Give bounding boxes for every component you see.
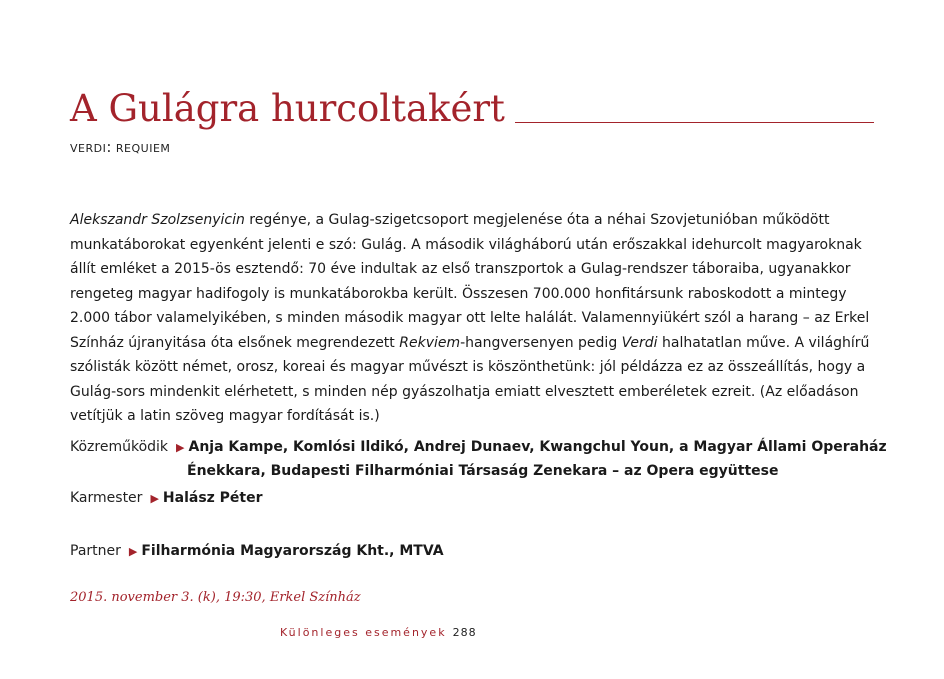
description-part-1: regénye, a Gulag-szigetcsoport megjelenése óta a néhai Szovjetunióban működött munkatáborokat egyenként jelenti e szó: Gulág. A második világháború után erőszakkal idehurcolt magyaroknak állít emléket a 2015-ös esztendő: 70 éve indultak az első transzportok a Gulag-rendszer táboraiba, ugyanakkor rengeteg magyar hadifogoly is munkatáborokba került. Összesen 700.000 honfitársunk raboskodott a mintegy 2.000 tábor valamelyikében, s minden második magyar ott lelte halálát. Valamennyiükért szól a harang – az Erkel Színház újranyitása óta elsőnek megrendezett xyxy=(70,212,870,351)
title-rule xyxy=(515,122,874,123)
performers-label: Közreműködik xyxy=(70,439,169,455)
arrow-right-icon: ▶ xyxy=(128,545,138,558)
description-part-3: halhatatlan műve. A világhírű szólisták között német, orosz, koreai és magyar művészt is köszönthetünk: jól példázza ez az összeállítás, hogy a Gulág-sors mindenkit elérhetett, s minden nép gyászolhatja emiatt elvesztett emberéletek ezreit. (Az előadáson vetítjük a latin szöveg magyar fordítását is.) xyxy=(70,334,870,424)
arrow-right-icon: ▶ xyxy=(176,441,185,454)
performers-value-line2: Énekkara, Budapesti Filharmóniai Társaság Zenekara – az Opera együttese xyxy=(187,463,779,479)
author-name: Alekszandr Szolzsenyicin xyxy=(70,212,245,228)
subtitle xyxy=(70,138,170,156)
composer-name: Verdi xyxy=(621,334,658,351)
arrow-right-icon: ▶ xyxy=(150,492,159,505)
conductor-value: Halász Péter xyxy=(162,490,263,506)
subtitle-separator: : xyxy=(106,138,112,156)
page-footer xyxy=(280,626,477,639)
conductor-label: Karmester xyxy=(70,490,143,506)
description-part-2: -hangversenyen pedig xyxy=(460,334,622,351)
title-row xyxy=(70,87,874,130)
page-number: 288 xyxy=(452,626,477,639)
performers-row xyxy=(70,435,887,460)
partner-value: Filharmónia Magyarország Kht., MTVA xyxy=(141,543,444,559)
performers-value-line1: Anja Kampe, Komlósi Ildikó, Andrej Dunaev, Kwangchul Youn, a Magyar Állami Operaház xyxy=(188,439,887,455)
partner-row xyxy=(70,539,444,564)
subtitle-work: REQUIEM xyxy=(115,142,171,155)
performers-row-continued xyxy=(187,459,778,483)
event-date: 2015. november 3. (k), 19:30, Erkel Színház xyxy=(70,590,361,605)
work-name: Rekviem xyxy=(399,334,461,351)
footer-section: Különleges események xyxy=(280,626,447,639)
page-title: A Gulágra hurcoltakért xyxy=(70,87,505,130)
partner-label: Partner xyxy=(70,543,121,559)
conductor-row xyxy=(70,486,263,511)
description-paragraph xyxy=(70,208,878,429)
subtitle-composer: VERDI xyxy=(70,142,107,155)
